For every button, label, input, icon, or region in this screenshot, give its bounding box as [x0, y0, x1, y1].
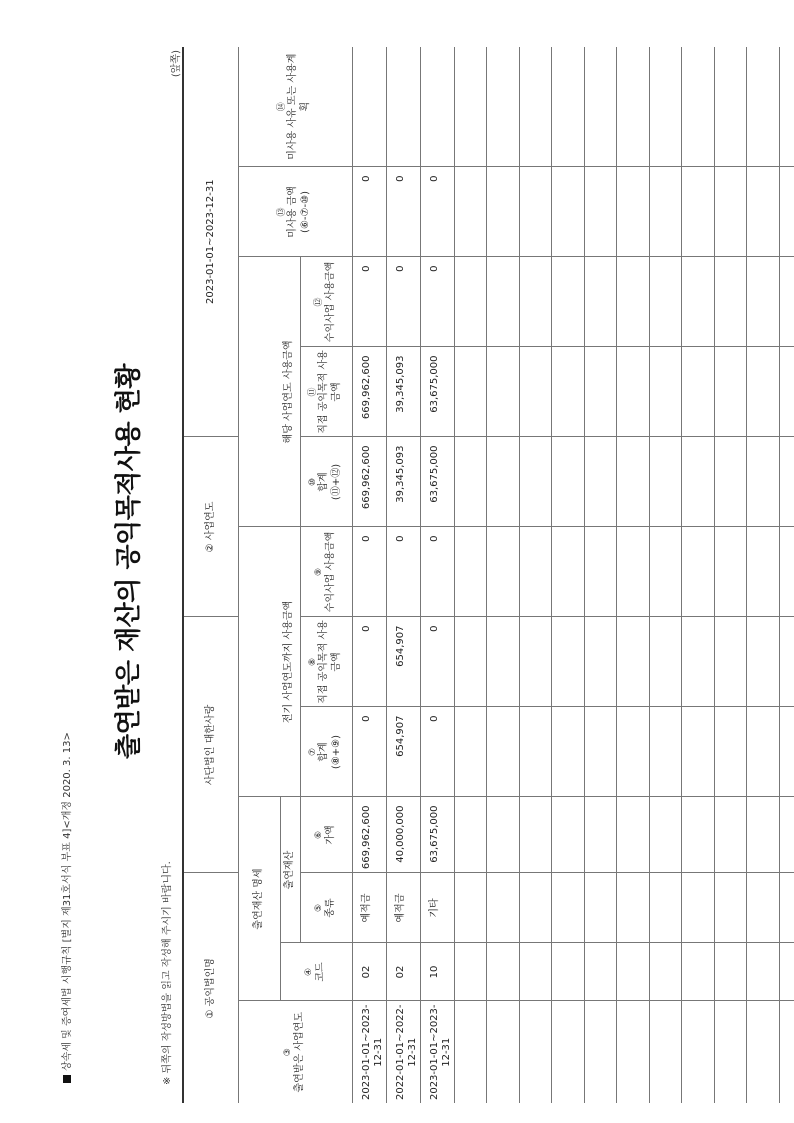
cell-c12	[617, 257, 650, 347]
c10-formula: (⑪+⑫)	[330, 463, 342, 501]
cell-code: 02	[352, 943, 386, 1001]
cell-year	[584, 1001, 617, 1103]
cell-c12	[649, 257, 682, 347]
table-row	[584, 47, 617, 1103]
cell-code	[552, 943, 585, 1001]
cell-amount	[519, 797, 552, 873]
c7-formula: (⑧+⑨)	[330, 734, 342, 770]
cell-c14	[779, 47, 794, 167]
cell-c10	[454, 437, 487, 527]
cell-c11	[747, 347, 780, 437]
cell-year: 2023-01-01~2023-12-31	[352, 1001, 386, 1103]
cell-c13	[714, 167, 747, 257]
cell-c13	[519, 167, 552, 257]
cell-kind	[682, 873, 715, 943]
c3-num: ③	[282, 1048, 293, 1057]
cell-c12	[584, 257, 617, 347]
cell-c7	[552, 707, 585, 797]
cell-c10	[649, 437, 682, 527]
cell-kind	[584, 873, 617, 943]
fiscal-year-label	[183, 437, 238, 617]
cell-c9	[617, 527, 650, 617]
cell-kind	[454, 873, 487, 943]
cell-amount: 669,962,600	[352, 797, 386, 873]
header-row-1	[238, 47, 280, 1103]
col-curr-revenue-header	[300, 257, 352, 347]
cell-c9	[454, 527, 487, 617]
year-label-text: 사업연도	[204, 501, 216, 541]
cell-c7	[714, 707, 747, 797]
cell-code	[487, 943, 520, 1001]
c4-num: ④	[303, 967, 314, 977]
fiscal-year-value: 2023-01-01~2023-12-31	[183, 47, 238, 437]
cell-c10	[779, 437, 794, 527]
col-prev-revenue-header	[300, 527, 352, 617]
cell-c9: 0	[420, 527, 454, 617]
cell-amount	[454, 797, 487, 873]
cell-code	[714, 943, 747, 1001]
cell-c13	[552, 167, 585, 257]
cell-c13	[649, 167, 682, 257]
cell-c8	[584, 617, 617, 707]
cell-c9	[552, 527, 585, 617]
cell-c7	[519, 707, 552, 797]
cell-c9	[487, 527, 520, 617]
org-name-value: 사단법인 대한사랑	[183, 617, 238, 873]
cell-c8: 654,907	[386, 617, 420, 707]
cell-amount	[747, 797, 780, 873]
cell-c8	[519, 617, 552, 707]
col-kind-header	[300, 873, 352, 943]
cell-c7	[617, 707, 650, 797]
prev-year-usage-group-header: 전기 사업연도까지 사용금액	[238, 527, 300, 797]
cell-year	[714, 1001, 747, 1103]
cell-kind	[779, 873, 794, 943]
cell-c14	[714, 47, 747, 167]
c5-label: 종류	[324, 898, 336, 918]
page-side-label: (앞쪽)	[171, 50, 182, 78]
cell-c8	[779, 617, 794, 707]
cell-c8	[747, 617, 780, 707]
table-row	[352, 47, 386, 1103]
cell-c11	[649, 347, 682, 437]
col-unused-reason-header	[238, 47, 352, 167]
cell-c7	[779, 707, 794, 797]
org-label-num: ①	[204, 1009, 216, 1019]
c3-label: 출연받은 사업연도	[293, 1012, 305, 1093]
cell-year: 2022-01-01~2022-12-31	[386, 1001, 420, 1103]
cell-c12	[552, 257, 585, 347]
curr-year-usage-group-header: 해당 사업연도 사용금액	[238, 257, 300, 527]
cell-year	[649, 1001, 682, 1103]
cell-c13	[747, 167, 780, 257]
instruction-note: ※ 뒤쪽의 작성방법을 읽고 작성해 주시기 바랍니다.	[162, 861, 173, 1085]
cell-c13	[487, 167, 520, 257]
cell-c12: 0	[420, 257, 454, 347]
cell-c8	[649, 617, 682, 707]
cell-c8: 0	[352, 617, 386, 707]
cell-c11	[584, 347, 617, 437]
cell-amount	[584, 797, 617, 873]
cell-year	[454, 1001, 487, 1103]
cell-c12	[779, 257, 794, 347]
cell-c11	[714, 347, 747, 437]
c10-num: ⑩	[307, 477, 318, 487]
c11-num: ⑪	[307, 387, 318, 397]
cell-c10	[682, 437, 715, 527]
cell-kind	[487, 873, 520, 943]
cell-kind	[552, 873, 585, 943]
usage-status-table	[182, 47, 794, 1103]
form-reference-header	[58, 732, 73, 1083]
cell-c14	[552, 47, 585, 167]
cell-c11: 39,345,093	[386, 347, 420, 437]
col-donated-year-header	[238, 1001, 352, 1103]
table-row	[552, 47, 585, 1103]
cell-c13	[779, 167, 794, 257]
cell-code: 10	[420, 943, 454, 1001]
cell-code	[617, 943, 650, 1001]
page-title: 출연받은 재산의 공익목적사용 현황	[114, 364, 144, 759]
cell-c8	[682, 617, 715, 707]
table-body	[352, 47, 794, 1103]
table-row	[649, 47, 682, 1103]
c12-label: 수익사업 사용금액	[324, 261, 336, 343]
cell-code	[584, 943, 617, 1001]
cell-c13	[584, 167, 617, 257]
table-row	[617, 47, 650, 1103]
cell-year	[519, 1001, 552, 1103]
c13-label: 미사용 금액	[287, 186, 299, 238]
cell-kind: 예적금	[352, 873, 386, 943]
cell-c14	[454, 47, 487, 167]
c7-num: ⑦	[307, 747, 318, 757]
cell-c9: 0	[386, 527, 420, 617]
cell-c10	[519, 437, 552, 527]
org-label-text: 공익법인명	[204, 958, 216, 1007]
table-row	[682, 47, 715, 1103]
cell-c7	[747, 707, 780, 797]
c8-num: ⑧	[307, 657, 318, 667]
cell-c8	[552, 617, 585, 707]
cell-amount: 63,675,000	[420, 797, 454, 873]
c13-num: ⑬	[276, 207, 287, 217]
cell-c9	[682, 527, 715, 617]
cell-c10	[747, 437, 780, 527]
col-code-header	[280, 943, 352, 1001]
cell-code	[747, 943, 780, 1001]
cell-c12	[682, 257, 715, 347]
cell-c9	[519, 527, 552, 617]
cell-c12	[519, 257, 552, 347]
cell-code	[519, 943, 552, 1001]
c6-label: 가액	[324, 825, 336, 845]
cell-year	[779, 1001, 794, 1103]
cell-c12: 0	[386, 257, 420, 347]
table-row	[747, 47, 780, 1103]
cell-c11: 669,962,600	[352, 347, 386, 437]
cell-amount	[617, 797, 650, 873]
asset-detail-group-header: 출연재산 명세	[238, 797, 280, 1001]
year-label-num: ②	[204, 543, 216, 553]
cell-c11	[519, 347, 552, 437]
cell-c8	[454, 617, 487, 707]
cell-code	[779, 943, 794, 1001]
cell-c9	[714, 527, 747, 617]
cell-c8	[487, 617, 520, 707]
cell-amount: 40,000,000	[386, 797, 420, 873]
col-prev-total-header	[300, 707, 352, 797]
cell-c13	[454, 167, 487, 257]
table-row	[454, 47, 487, 1103]
org-name-label	[183, 873, 238, 1103]
donated-asset-group-header: 출연재산	[280, 797, 300, 943]
cell-c11	[454, 347, 487, 437]
cell-c10: 63,675,000	[420, 437, 454, 527]
cell-year	[552, 1001, 585, 1103]
cell-c14	[584, 47, 617, 167]
cell-c9: 0	[352, 527, 386, 617]
cell-c12	[714, 257, 747, 347]
cell-kind	[649, 873, 682, 943]
cell-c8	[617, 617, 650, 707]
cell-year	[682, 1001, 715, 1103]
cell-kind	[747, 873, 780, 943]
org-info-row	[183, 47, 238, 1103]
c13-formula: (⑥-⑦-⑩)	[299, 191, 311, 233]
cell-amount	[714, 797, 747, 873]
c5-num: ⑤	[313, 903, 324, 913]
table-row	[487, 47, 520, 1103]
cell-c11	[552, 347, 585, 437]
cell-c12: 0	[352, 257, 386, 347]
cell-amount	[682, 797, 715, 873]
cell-code	[454, 943, 487, 1001]
c4-label: 코드	[314, 962, 326, 982]
cell-c11	[779, 347, 794, 437]
c6-num: ⑥	[313, 830, 324, 840]
cell-amount	[552, 797, 585, 873]
cell-c12	[454, 257, 487, 347]
cell-amount	[779, 797, 794, 873]
cell-c8: 0	[420, 617, 454, 707]
cell-c12	[487, 257, 520, 347]
cell-c10	[617, 437, 650, 527]
cell-c8	[714, 617, 747, 707]
table-row	[779, 47, 794, 1103]
cell-amount	[649, 797, 682, 873]
col-prev-direct-header	[300, 617, 352, 707]
black-square-icon	[63, 1075, 71, 1083]
col-curr-direct-header	[300, 347, 352, 437]
cell-year	[487, 1001, 520, 1103]
cell-c14	[420, 47, 454, 167]
col-curr-total-header	[300, 437, 352, 527]
c12-num: ⑫	[313, 297, 324, 307]
cell-amount	[487, 797, 520, 873]
cell-kind	[519, 873, 552, 943]
cell-c10	[584, 437, 617, 527]
cell-c14	[682, 47, 715, 167]
table-row	[386, 47, 420, 1103]
c7-label: 합계	[318, 742, 330, 762]
cell-year: 2023-01-01~2023-12-31	[420, 1001, 454, 1103]
cell-c7: 654,907	[386, 707, 420, 797]
cell-c7	[487, 707, 520, 797]
cell-c10	[487, 437, 520, 527]
cell-kind: 기타	[420, 873, 454, 943]
cell-c13: 0	[386, 167, 420, 257]
c14-num: ⑭	[276, 102, 287, 112]
cell-c10: 669,962,600	[352, 437, 386, 527]
cell-c13: 0	[352, 167, 386, 257]
cell-c14	[519, 47, 552, 167]
cell-c11	[487, 347, 520, 437]
cell-c13	[682, 167, 715, 257]
cell-c11: 63,675,000	[420, 347, 454, 437]
table-row	[714, 47, 747, 1103]
cell-c9	[779, 527, 794, 617]
cell-code	[682, 943, 715, 1001]
cell-c13	[617, 167, 650, 257]
cell-c7	[649, 707, 682, 797]
cell-c9	[747, 527, 780, 617]
c10-label: 합계	[318, 472, 330, 492]
cell-c10	[714, 437, 747, 527]
cell-c10	[552, 437, 585, 527]
col-unused-amount-header	[238, 167, 352, 257]
cell-c7: 0	[420, 707, 454, 797]
cell-c11	[617, 347, 650, 437]
cell-c7	[682, 707, 715, 797]
cell-c9	[649, 527, 682, 617]
cell-c7: 0	[352, 707, 386, 797]
cell-c14	[352, 47, 386, 167]
c14-label: 미사용 사유 또는 사용계획	[287, 53, 311, 160]
cell-kind	[714, 873, 747, 943]
cell-c10: 39,345,093	[386, 437, 420, 527]
cell-c13: 0	[420, 167, 454, 257]
cell-c14	[487, 47, 520, 167]
cell-c7	[454, 707, 487, 797]
c9-label: 수익사업 사용금액	[324, 531, 336, 613]
cell-code: 02	[386, 943, 420, 1001]
cell-year	[617, 1001, 650, 1103]
cell-year	[747, 1001, 780, 1103]
c9-num: ⑨	[313, 567, 324, 577]
cell-c11	[682, 347, 715, 437]
cell-kind	[617, 873, 650, 943]
cell-c14	[386, 47, 420, 167]
table-row	[420, 47, 454, 1103]
cell-kind: 예적금	[386, 873, 420, 943]
cell-c7	[584, 707, 617, 797]
table-row	[519, 47, 552, 1103]
cell-c12	[747, 257, 780, 347]
cell-c14	[747, 47, 780, 167]
cell-code	[649, 943, 682, 1001]
c11-label: 직접 공익목적 사용금액	[318, 350, 342, 434]
cell-c14	[649, 47, 682, 167]
cell-c14	[617, 47, 650, 167]
cell-c9	[584, 527, 617, 617]
c8-label: 직접 공익목적 사용금액	[318, 620, 342, 704]
form-reference-text: 상속세 및 증여세법 시행규칙 [별지 제31호서식 부표 4]<개정 2020. 3. 13>	[62, 732, 73, 1071]
col-amount-header	[300, 797, 352, 873]
